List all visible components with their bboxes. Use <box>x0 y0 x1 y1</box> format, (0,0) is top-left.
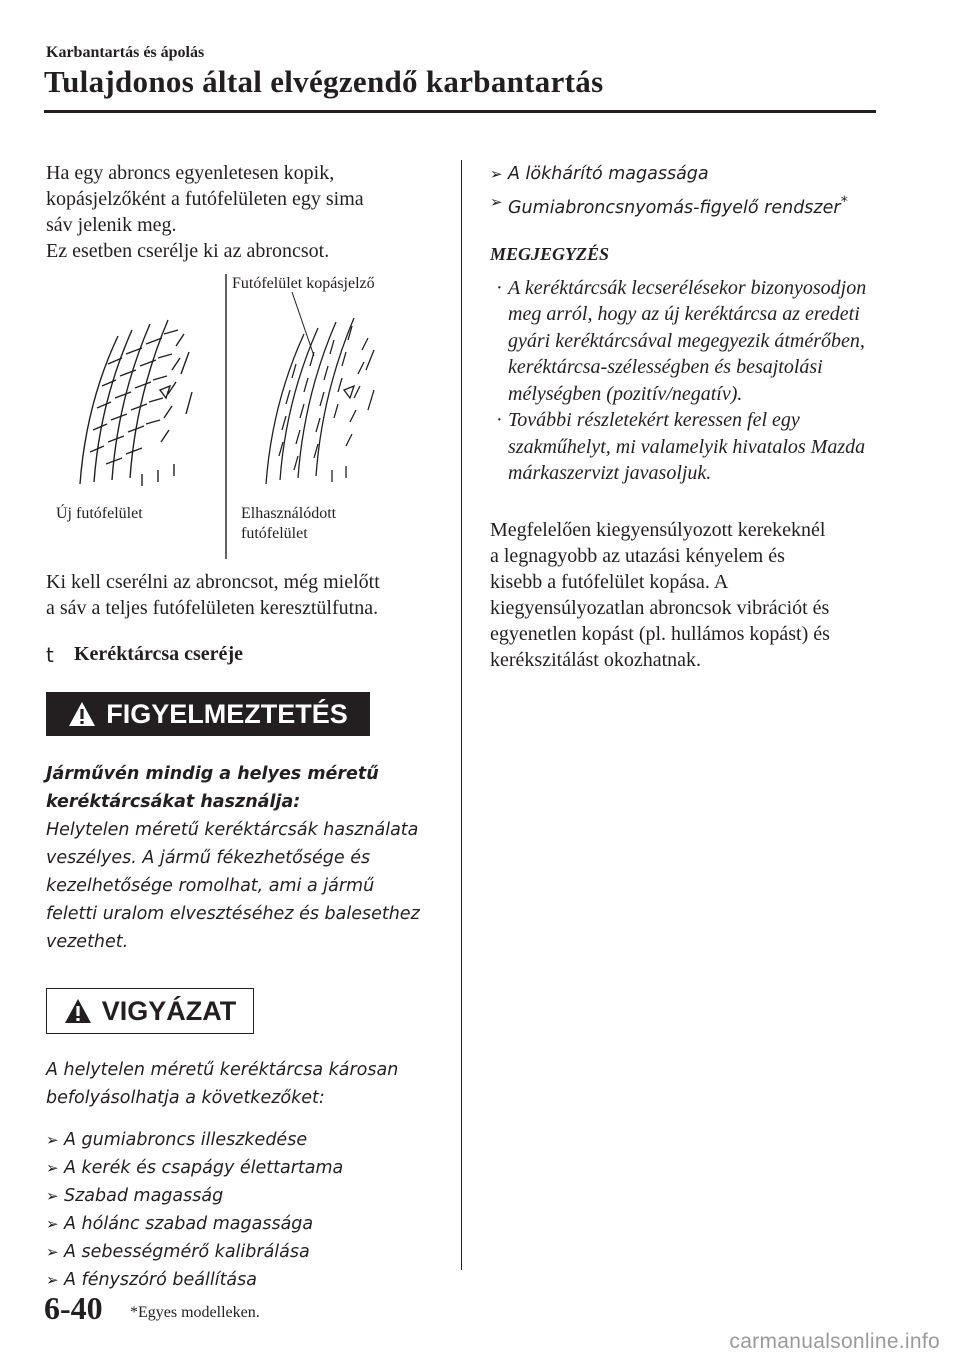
bullet-dot-icon: · <box>496 276 503 299</box>
warning-text: Járművén mindig a helyes méretű keréktárcsákat használja: Helytelen méretű keréktárcsák használata veszélyes. A jármű fékezhetősége és kezelhetősége romolhat, ami a jármű feletti uralom elvesztéséhez és balesethez vezethet. <box>46 764 420 952</box>
warning-badge <box>46 692 370 736</box>
arrow-bullet-icon: ➢ <box>490 193 503 211</box>
arrow-bullet-icon: ➢ <box>46 1215 59 1233</box>
subheading-wheel-replacement: t Keréktárcsa cseréje <box>46 643 243 667</box>
column-divider <box>461 160 462 1270</box>
intro-paragraph: Ha egy abroncs egyenletesen kopik, kopásjelzőként a futófelületen egy sima sáv jelenik meg. Ez esetben cserélje ki az abroncsot. <box>46 162 364 262</box>
replace-paragraph: Ki kell cserélni az abroncsot, még mielőtt a sáv a teljes futófelületen keresztülfutna. <box>46 571 380 619</box>
watermark: carmanualsonline.info <box>729 1330 940 1353</box>
caution-list <box>46 1126 436 1294</box>
warning-triangle-icon <box>68 701 96 727</box>
note-list <box>490 275 880 487</box>
section-label: Karbantartás és ápolás <box>46 44 205 61</box>
page-number: 6-40 <box>44 1290 103 1326</box>
note-heading: MEGJEGYZÉS <box>490 243 610 264</box>
balance-paragraph: Megfelelően kiegyensúlyozott kerekeknél a legnagyobb az utazási kényelem és kisebb a futófelület kopása. A kiegyensúlyozatlan abroncsok vibrációt és egyenetlen kopást (pl. hullámos kopást) és kerékszitálást okozhatnak. <box>490 518 830 671</box>
label-wear-indicator: Futófelület kopásjelző <box>232 275 375 292</box>
caution-label: VIGYÁZAT <box>101 995 237 1026</box>
title-rule <box>44 110 876 113</box>
indicator-leader-line <box>292 292 314 356</box>
list-item: ➢ Gumiabroncsnyomás-figyelő rendszer* <box>490 188 880 222</box>
label-worn-tread-2: futófelület <box>241 525 308 542</box>
note-item: · A keréktárcsák lecserélésekor bizonyosodjon meg arról, hogy az új keréktárcsa az eredeti gyári keréktárcsával megegyezik átmérőben, keréktárcsa-szélességben és besajtolási mélységben (pozitív/negatív). <box>496 276 867 405</box>
footnote-asterisk: * <box>840 193 848 210</box>
list-item: ➢ A hólánc szabad magassága <box>46 1210 436 1238</box>
tread-wear-figure <box>46 274 436 559</box>
caution-badge <box>46 988 254 1034</box>
arrow-bullet-icon: ➢ <box>46 1271 59 1289</box>
label-new-tread: Új futófelület <box>56 505 143 522</box>
right-column <box>490 160 880 673</box>
arrow-bullet-icon: ➢ <box>46 1131 59 1149</box>
label-worn-tread-1: Elhasználódott <box>241 505 337 522</box>
worn-tread-drawing <box>266 318 374 484</box>
page-title: Tulajdonos által elvégzendő karbantartás <box>44 64 604 99</box>
bullet-dot-icon: · <box>496 409 503 432</box>
list-item: ➢ A lökhárító magassága <box>490 160 880 188</box>
note-item: · További részletekért keressen fel egy szakműhelyt, mi valamelyik hivatalos Mazda márkaszervizt javasoljuk. <box>496 409 866 485</box>
caution-list-continued <box>490 160 880 222</box>
footnote: *Egyes modelleken. <box>130 1304 260 1321</box>
warning-label: FIGYELMEZTETÉS <box>106 698 348 729</box>
list-item: ➢ A fényszóró beállítása <box>46 1266 436 1294</box>
subheading-marker: t <box>46 643 54 667</box>
left-column <box>46 160 436 1294</box>
new-tread-drawing <box>80 320 192 486</box>
arrow-bullet-icon: ➢ <box>46 1159 59 1177</box>
list-item: ➢ A sebességmérő kalibrálása <box>46 1238 436 1266</box>
arrow-bullet-icon: ➢ <box>46 1187 59 1205</box>
arrow-bullet-icon: ➢ <box>490 165 503 183</box>
list-item: ➢ A kerék és csapágy élettartama <box>46 1154 436 1182</box>
arrow-bullet-icon: ➢ <box>46 1243 59 1261</box>
caution-triangle-icon <box>64 998 92 1024</box>
caution-text: A helytelen méretű keréktárcsa károsan befolyásolhatja a következőket: <box>46 1060 399 1108</box>
list-item: ➢ A gumiabroncs illeszkedése <box>46 1126 436 1154</box>
worn-tread-triangle-mark <box>344 386 354 398</box>
list-item: ➢ Szabad magasság <box>46 1182 436 1210</box>
new-tread-triangle-mark <box>160 386 170 398</box>
